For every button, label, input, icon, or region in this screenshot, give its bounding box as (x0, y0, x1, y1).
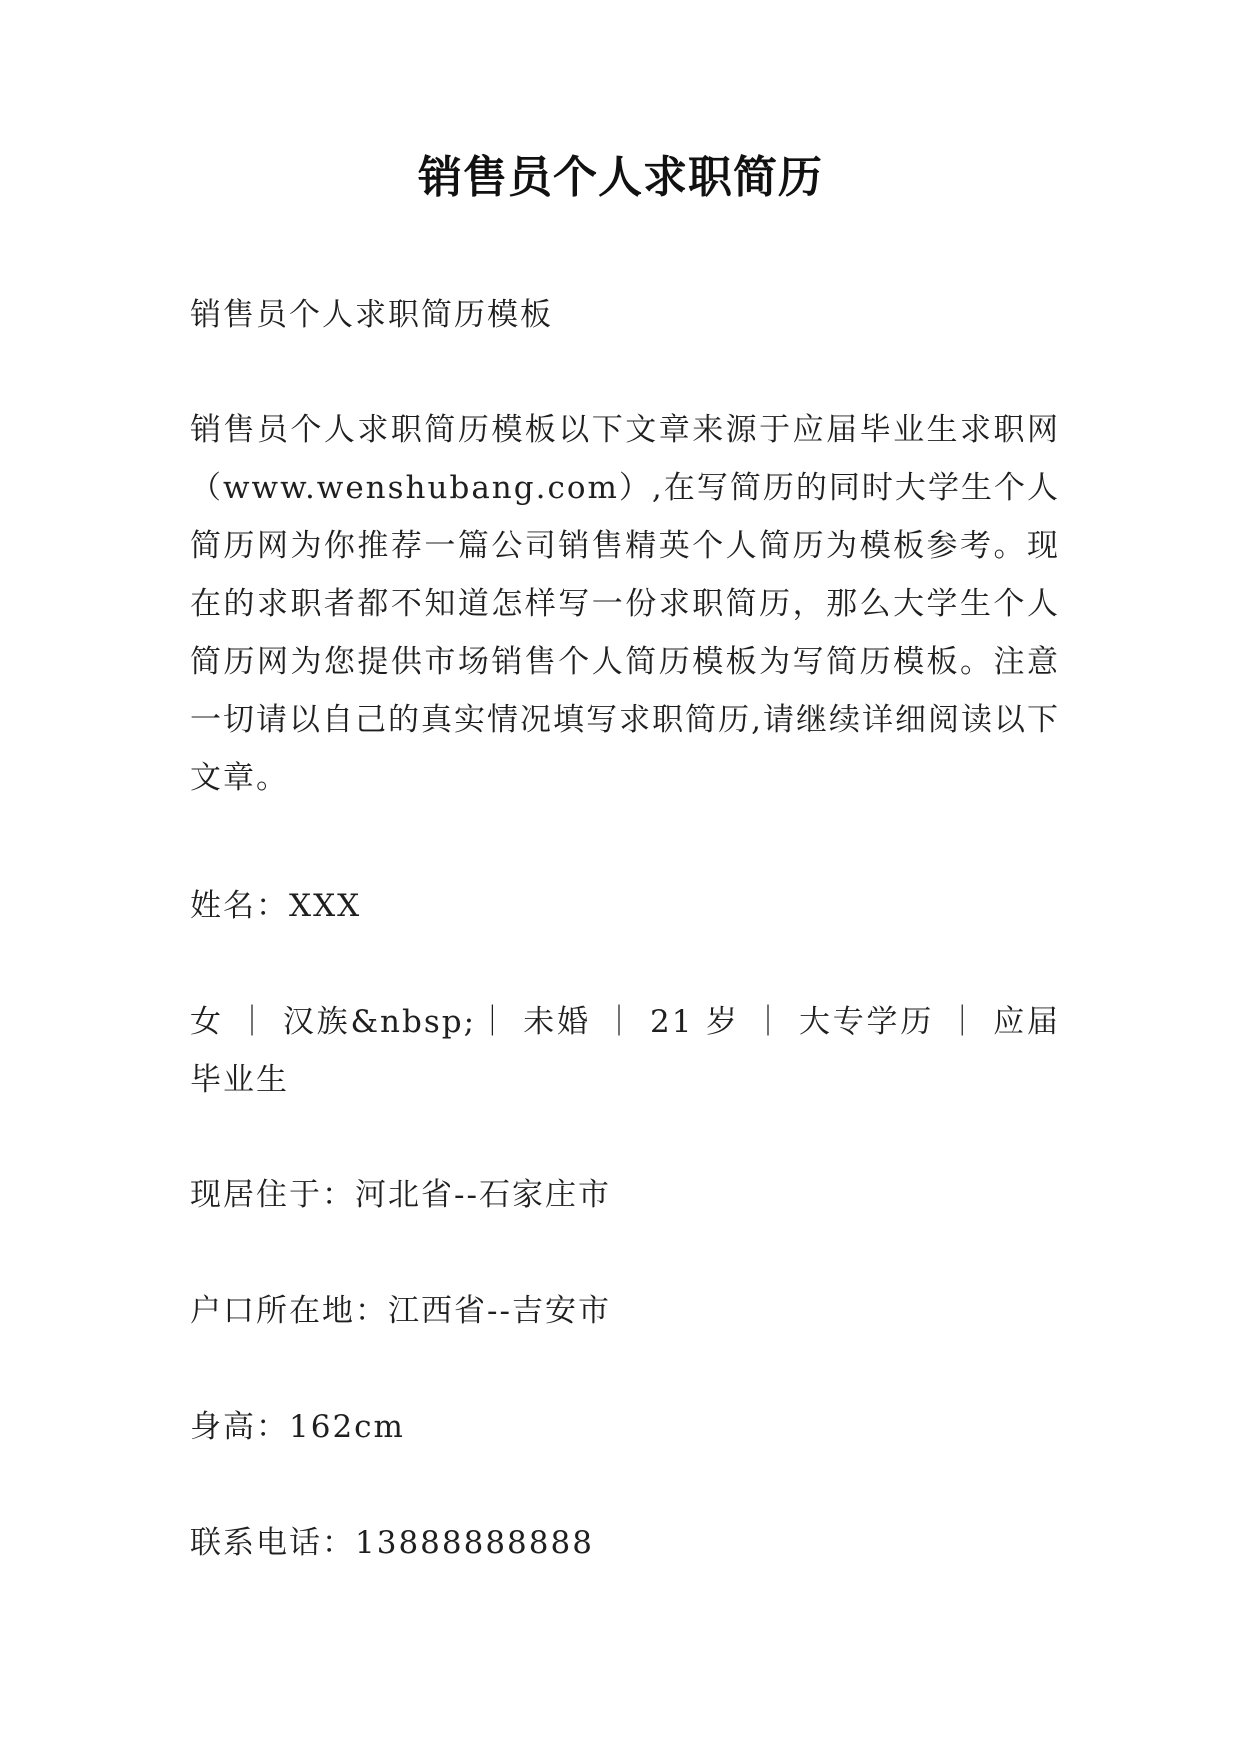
hukou-line: 户口所在地：江西省--吉安市 (190, 1293, 611, 1329)
profile-line: 女 ｜ 汉族&nbsp;｜ 未婚 ｜ 21 岁 ｜ 大专学历 ｜ 应届毕业生 (190, 1004, 1060, 1098)
height-line: 身高：162cm (190, 1409, 405, 1445)
name-line: 姓名：XXX (190, 888, 362, 924)
document-subtitle: 销售员个人求职简历模板 (190, 297, 553, 333)
phone-line: 联系电话：13888888888 (190, 1525, 594, 1561)
residence-line: 现居住于：河北省--石家庄市 (190, 1177, 611, 1213)
intro-paragraph: 销售员个人求职简历模板以下文章来源于应届毕业生求职网（www.wenshubang.com）,在写简历的同时大学生个人简历网为你推荐一篇公司销售精英个人简历为模板参考。现在的求职者都不知道怎样写一份求职简历，那么大学生个人简历网为您提供市场销售个人简历模板为写简历模板。注意一切请以自己的真实情况填写求职简历,请继续详细阅读以下文章。 (190, 412, 1060, 796)
document-title: 销售员个人求职简历 (418, 152, 823, 203)
